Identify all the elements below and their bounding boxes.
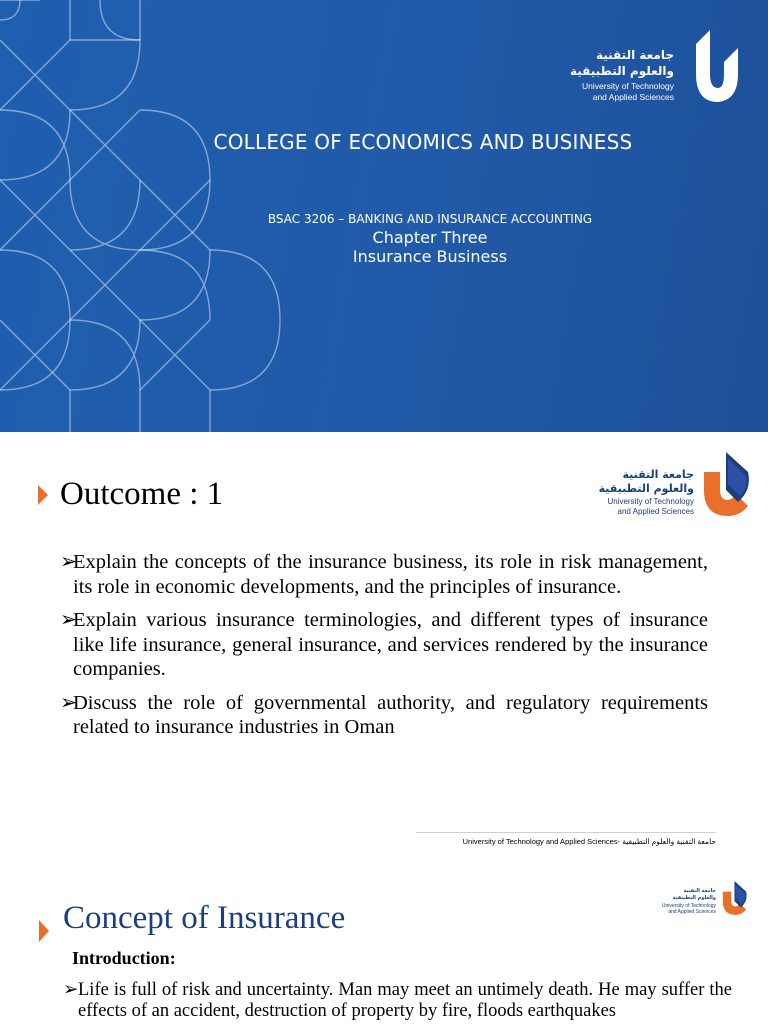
- college-name: COLLEGE OF ECONOMICS AND BUSINESS: [213, 130, 633, 154]
- logo-english-line1: University of Technology: [661, 903, 716, 909]
- chapter-number: Chapter Three: [372, 228, 488, 247]
- introduction-paragraph: [63, 980, 732, 1022]
- arrow-bullet-icon: ➢: [63, 980, 79, 1000]
- list-item-text: Discuss the role of governmental authority, and regulatory requirements related to insurance industries in Oman: [73, 691, 708, 738]
- arrow-bullet-icon: ➢: [60, 551, 78, 573]
- chapter-title: Insurance Business: [352, 247, 508, 266]
- list-item-text: Explain the concepts of the insurance business, its role in risk management, its role in economic developments, and the principles of insurance.: [73, 551, 708, 598]
- outcome-slide: [0, 432, 768, 864]
- logo-english-line1: University of Technology: [582, 81, 674, 91]
- university-logo: [596, 450, 756, 520]
- footer-divider: [416, 832, 716, 833]
- list-item: [60, 550, 708, 599]
- arrow-bullet-icon: ➢: [60, 691, 78, 714]
- logo-arabic-line1: جامعة التقنية: [595, 48, 674, 62]
- outcome-list: [60, 550, 708, 749]
- utas-logo-icon: [680, 28, 740, 104]
- logo-english-line2: and Applied Sciences: [617, 507, 694, 516]
- logo-english-line1: University of Technology: [607, 497, 694, 506]
- logo-arabic-line1: جامعة التقنية: [622, 468, 694, 481]
- list-item: [60, 691, 708, 740]
- course-title: BSAC 3206 – BANKING AND INSURANCE ACCOUNTING: [267, 212, 593, 226]
- arrow-bullet-icon: ➢: [60, 609, 78, 631]
- logo-arabic-line2: والعلوم التطبيقية: [672, 895, 716, 901]
- slide-title: Concept of Insurance: [63, 900, 346, 936]
- logo-english-line2: and Applied Sciences: [668, 909, 716, 915]
- logo-arabic-line2: والعلوم التطبيقية: [569, 64, 674, 78]
- introduction-heading: Introduction:: [72, 948, 176, 968]
- logo-arabic-line2: والعلوم التطبيقية: [598, 482, 694, 495]
- utas-logo-icon: [720, 880, 750, 916]
- introduction-text: Life is full of risk and uncertainty. Man may meet an untimely death. He may suffer the effects of an accident, destruction of property by fire, floods earthquakes: [78, 980, 732, 1021]
- utas-logo-icon: [700, 450, 754, 518]
- orange-triangle-icon: [39, 920, 49, 942]
- logo-arabic-line1: جامعة التقنية: [683, 888, 716, 894]
- concept-slide: [0, 864, 768, 1024]
- university-logo: [560, 28, 742, 106]
- slide-title: Outcome : 1: [60, 476, 224, 512]
- orange-triangle-icon: [38, 485, 48, 505]
- university-logo: [661, 878, 754, 918]
- logo-english-line2: and Applied Sciences: [592, 92, 674, 102]
- slide-footer: University of Technology and Applied Sciences- جامعة التقنية والعلوم التطبيقية: [462, 837, 716, 846]
- title-slide: [0, 0, 768, 432]
- list-item-text: Explain various insurance terminologies, and different types of insurance like life insurance, general insurance, and services rendered by the insurance companies.: [73, 609, 708, 680]
- list-item: [60, 608, 708, 682]
